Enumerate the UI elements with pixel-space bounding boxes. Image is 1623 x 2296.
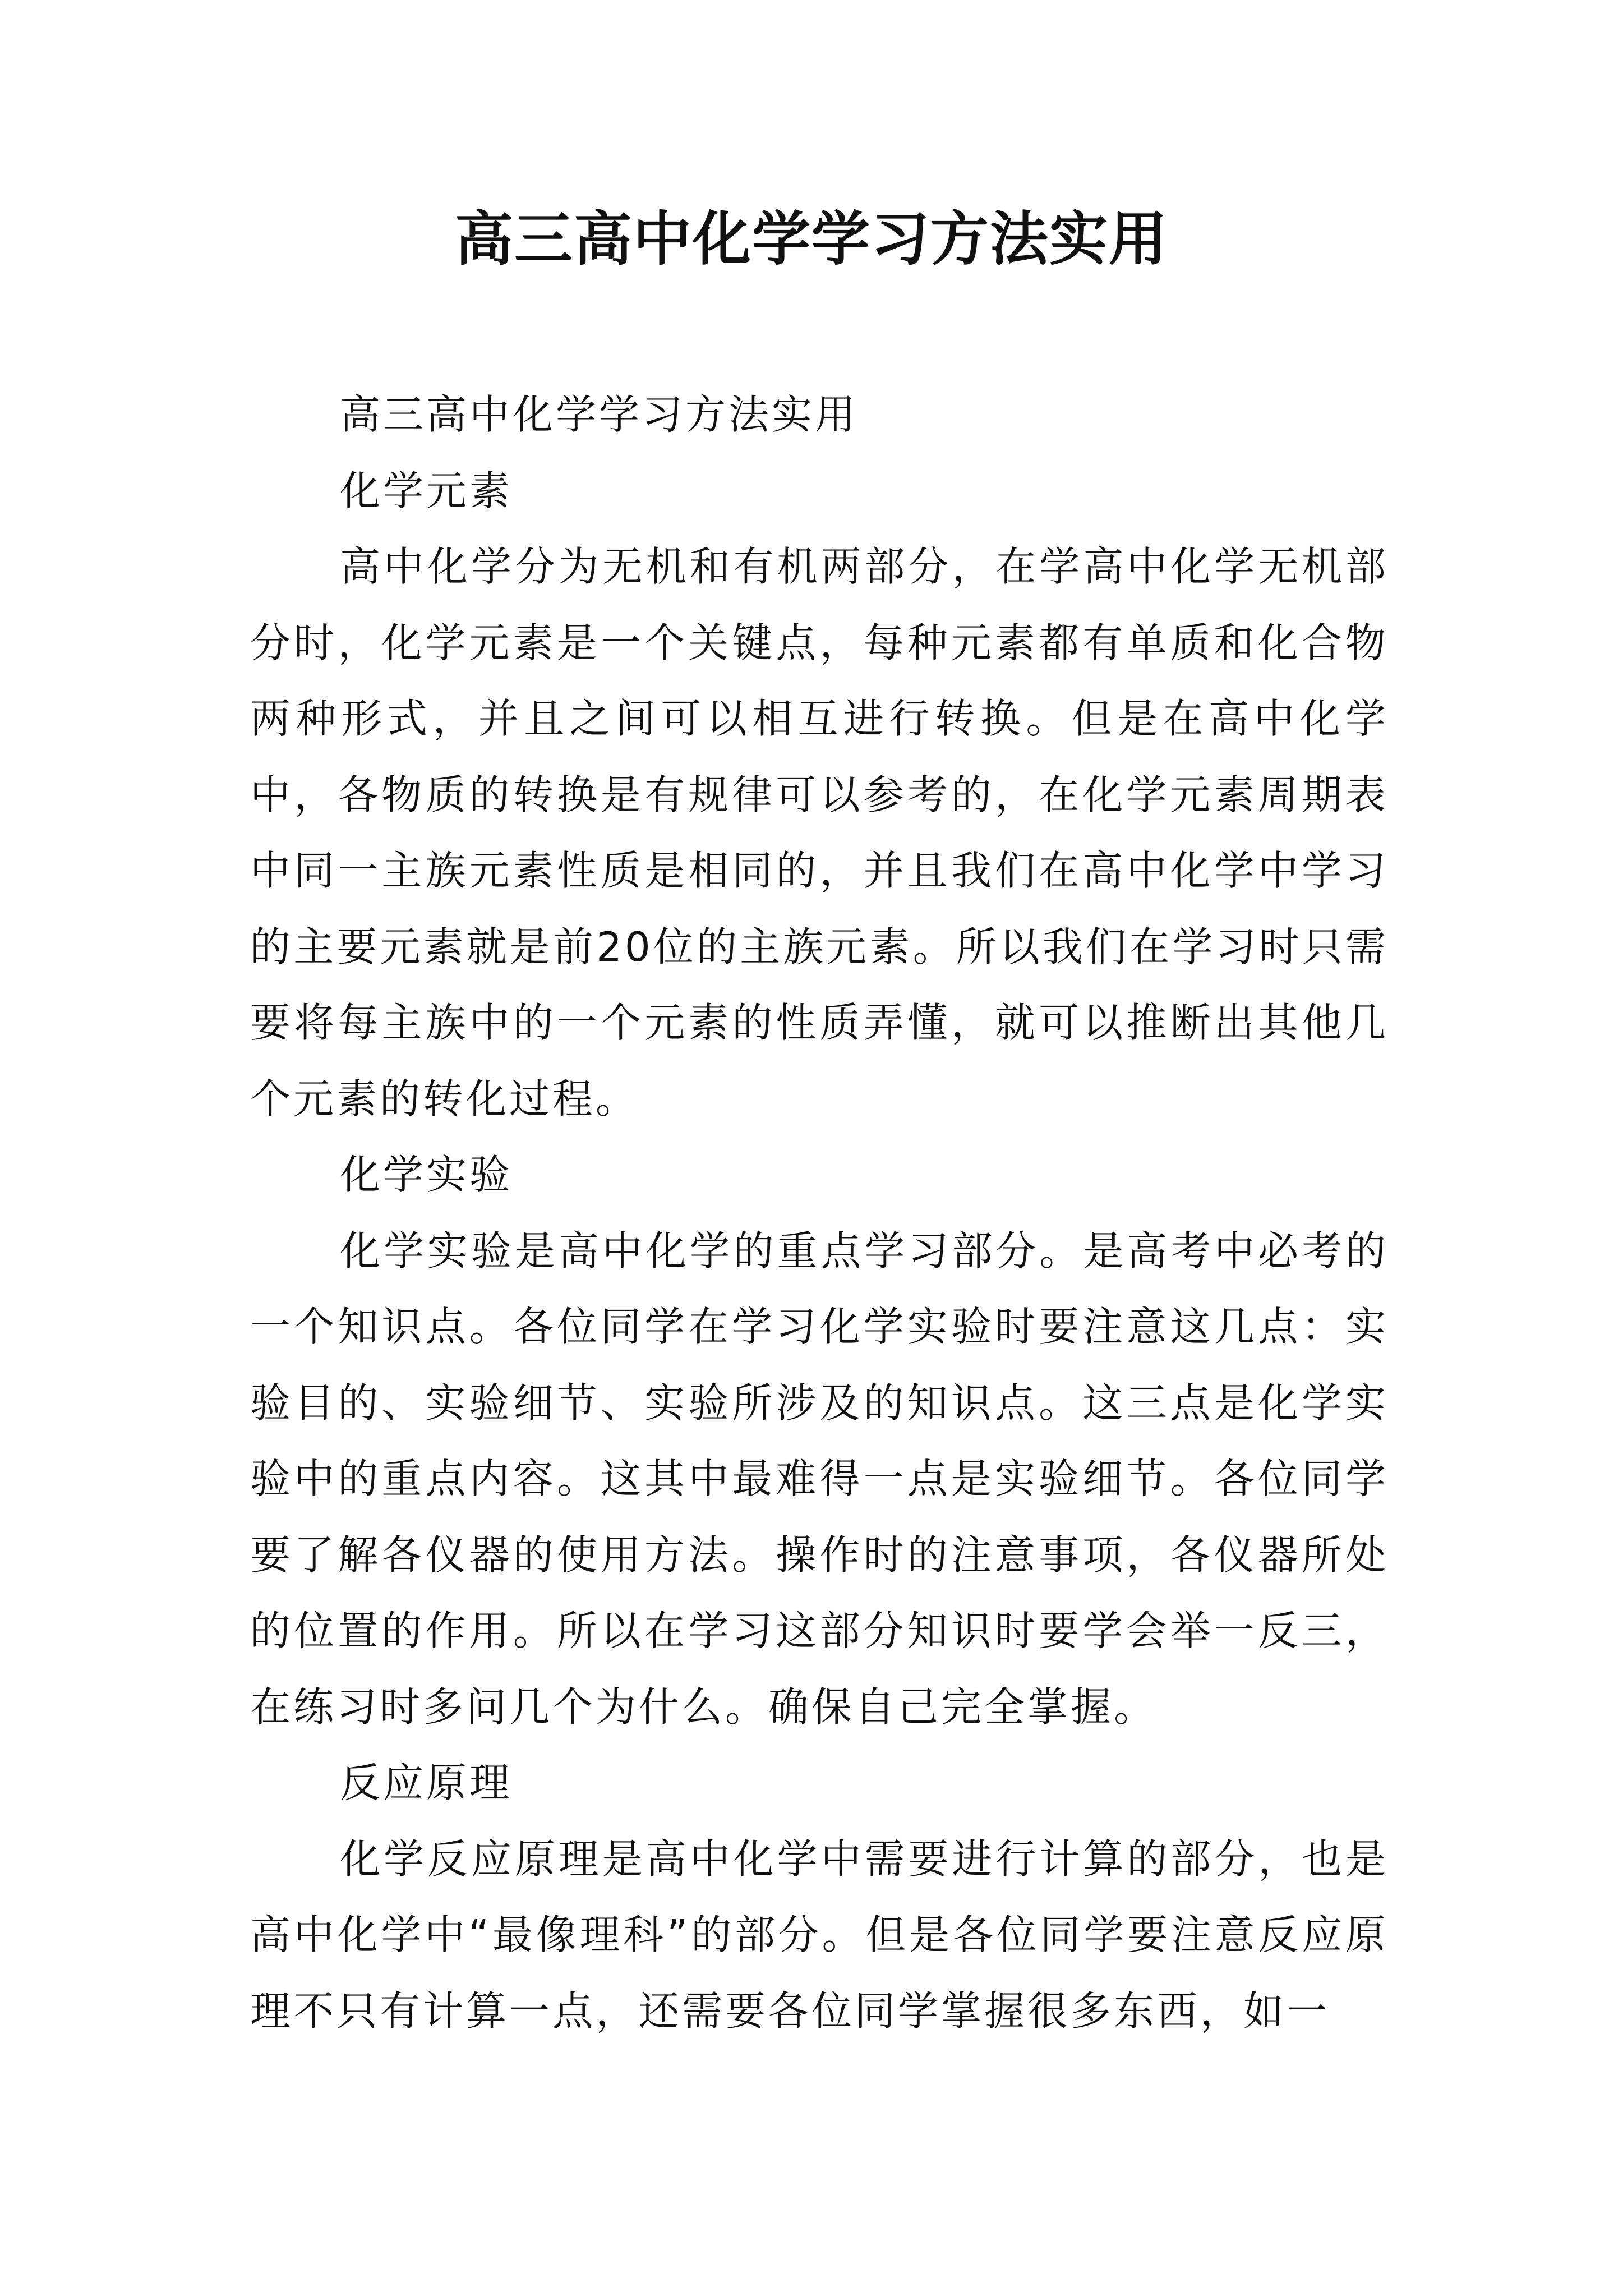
paragraph-reaction-principles: 化学反应原理是高中化学中需要进行计算的部分，也是高中化学中“最像理科”的部分。但是各位同学要注意反应原理不只有计算一点，还需要各位同学掌握很多东西，如一 [250,1835,1389,2035]
document-title: 高三高中化学学习方法实用 [454,204,1168,273]
paragraph-experiments: 化学实验是高中化学的重点学习部分。是高考中必考的一个知识点。各位同学在学习化学实验时要注意这几点：实验目的、实验细节、实验所涉及的知识点。这三点是化学实验中的重点内容。这其中最难得一点是实验细节。各位同学要了解各仪器的使用方法。操作时的注意事项，各仪器所处的位置的作用。所以在学习这部分知识时要学会举一反三，在练习时多问几个为什么。确保自己完全掌握。 [250,1227,1389,1731]
section-heading-reaction-principles: 反应原理 [340,1759,513,1806]
section-heading-experiments: 化学实验 [340,1151,513,1198]
document-body [250,377,1389,2049]
section-heading-elements: 化学元素 [340,467,513,514]
paragraph-elements: 高中化学分为无机和有机两部分，在学高中化学无机部分时，化学元素是一个关键点，每种元素都有单质和化合物两种形式，并且之间可以相互进行转换。但是在高中化学中，各物质的转换是有规律可以参考的，在化学元素周期表中同一主族元素性质是相同的，并且我们在高中化学中学习的主要元素就是前20位的主族元素。所以我们在学习时只需要将每主族中的一个元素的性质弄懂，就可以推断出其他几个元素的转化过程。 [250,543,1389,1122]
paragraph-subtitle: 高三高中化学学习方法实用 [340,391,859,438]
